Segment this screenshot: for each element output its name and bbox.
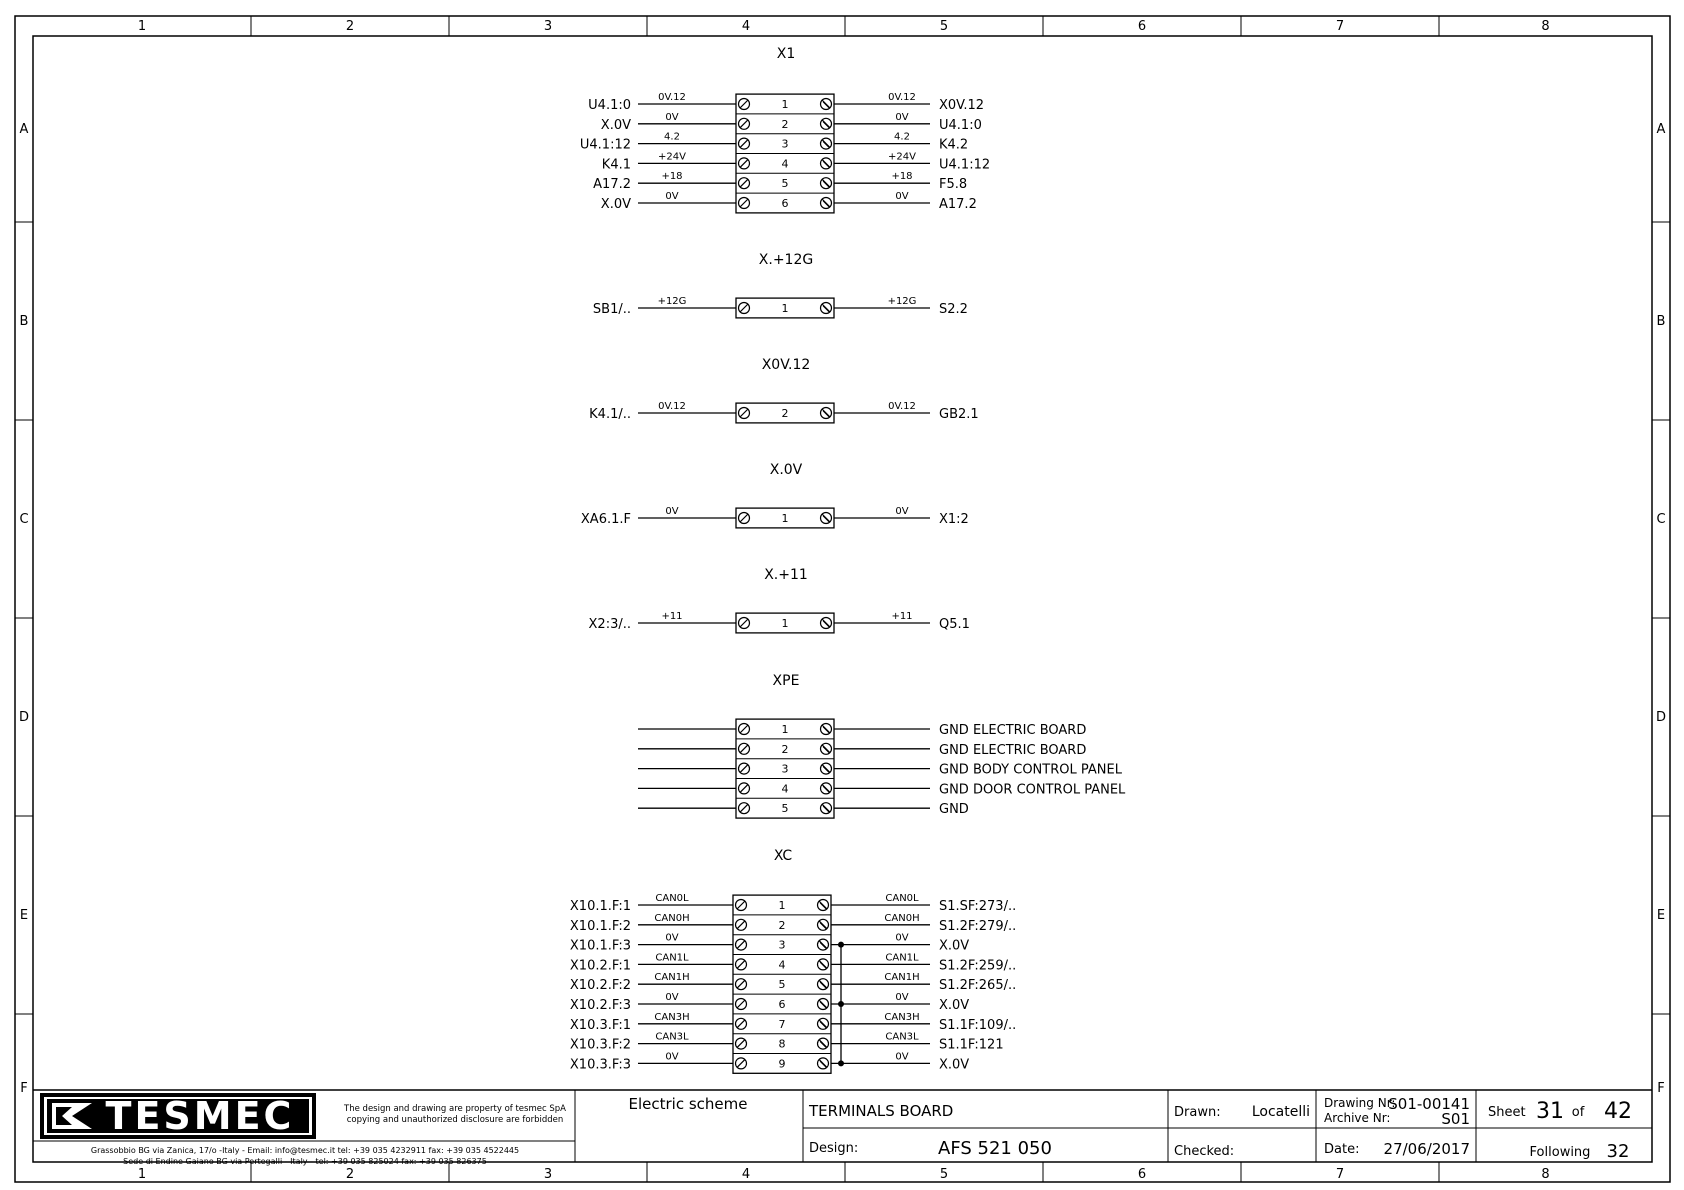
connection-right: GND BODY CONTROL PANEL bbox=[939, 762, 1122, 778]
connection-right: U4.1:0 bbox=[939, 117, 982, 133]
terminal-block-title: X1 bbox=[776, 46, 796, 62]
terminal-number: 2 bbox=[781, 742, 789, 756]
connection-left: X10.3.F:3 bbox=[569, 1057, 631, 1073]
screw-slot-icon bbox=[740, 725, 748, 733]
date-label: Date: bbox=[1324, 1142, 1360, 1157]
property-note-2: copying and unauthorized disclosure are forbidden bbox=[346, 1115, 564, 1125]
row-marker-left: A bbox=[19, 122, 29, 137]
connection-right: S1.2F:265/.. bbox=[939, 978, 1017, 994]
connection-left: A17.2 bbox=[593, 177, 631, 193]
screw-slot-icon bbox=[819, 960, 827, 968]
screw-slot-icon bbox=[820, 1022, 826, 1028]
screw-slot-icon bbox=[820, 943, 826, 949]
connection-left: K4.1/.. bbox=[589, 407, 631, 422]
screw-slot-icon bbox=[822, 784, 830, 792]
column-marker-bottom: 7 bbox=[1335, 1167, 1345, 1182]
terminal-number: 1 bbox=[781, 512, 789, 525]
screw-slot-icon bbox=[823, 747, 829, 753]
column-marker-bottom: 5 bbox=[939, 1167, 949, 1182]
column-marker-top: 5 bbox=[939, 19, 949, 34]
screw-slot-icon bbox=[823, 767, 829, 773]
connection-left: X10.3.F:2 bbox=[569, 1037, 631, 1053]
terminal-block-title: X.+11 bbox=[764, 567, 808, 583]
board-title: TERMINALS BOARD bbox=[809, 1102, 954, 1120]
connection-right: S1.2F:259/.. bbox=[939, 958, 1017, 974]
column-marker-bottom: 4 bbox=[741, 1167, 751, 1182]
of-label: of bbox=[1571, 1105, 1585, 1120]
column-marker-top: 4 bbox=[741, 19, 751, 34]
screw-slot-icon bbox=[737, 1059, 745, 1067]
terminal-block-title: XC bbox=[773, 848, 793, 864]
row-marker-right: E bbox=[1656, 908, 1666, 923]
screw-slot-icon bbox=[819, 1000, 827, 1008]
wire-label-left: 0V bbox=[665, 191, 679, 202]
connection-right: F5.8 bbox=[939, 177, 968, 193]
terminal-row bbox=[593, 171, 967, 192]
connection-right: X.0V bbox=[939, 938, 970, 954]
terminal-row bbox=[570, 952, 1016, 973]
wire-label-right: CAN3L bbox=[885, 1031, 919, 1043]
terminal-number: 3 bbox=[781, 137, 789, 151]
terminal-block bbox=[593, 252, 968, 318]
wire-label-left: +24V bbox=[658, 151, 686, 163]
screw-slot-icon bbox=[820, 982, 826, 988]
terminal-row bbox=[638, 723, 1086, 738]
connection-left: X10.1.F:2 bbox=[569, 918, 631, 934]
connection-left: X.0V bbox=[600, 117, 631, 133]
drawn-label: Drawn: bbox=[1174, 1105, 1221, 1120]
screw-slot-icon bbox=[737, 980, 745, 988]
terminal-number: 5 bbox=[781, 802, 789, 816]
screw-slot-icon bbox=[823, 786, 829, 792]
screw-slot-icon bbox=[819, 1040, 827, 1048]
wire-label-left: 0V bbox=[665, 932, 679, 944]
screw-slot-icon bbox=[740, 619, 748, 627]
wire-label-right: +18 bbox=[891, 171, 913, 183]
screw-slot-icon bbox=[822, 100, 830, 108]
screw-slot-icon bbox=[823, 727, 829, 733]
screw-slot-icon bbox=[740, 409, 748, 417]
row-marker-right: C bbox=[1656, 512, 1666, 527]
wire-label-left: +12G bbox=[657, 296, 687, 307]
column-marker-top: 8 bbox=[1541, 19, 1550, 34]
terminal-number: 6 bbox=[778, 998, 786, 1011]
screw-slot-icon bbox=[823, 122, 829, 128]
terminal-row bbox=[638, 779, 1126, 798]
screw-slot-icon bbox=[819, 941, 827, 949]
row-marker-right: A bbox=[1656, 122, 1666, 137]
screw-slot-icon bbox=[740, 140, 748, 148]
wire-label-right: CAN1H bbox=[884, 972, 920, 984]
connection-right: X0V.12 bbox=[939, 98, 985, 113]
wire-label-right: +24V bbox=[888, 151, 916, 163]
connection-right: GND bbox=[939, 802, 969, 818]
terminal-row bbox=[580, 132, 968, 153]
outer-frame bbox=[15, 16, 1670, 1182]
terminal-number: 1 bbox=[781, 617, 789, 630]
terminal-number: 5 bbox=[781, 177, 789, 191]
wire-label-left: 0V bbox=[665, 992, 679, 1003]
wire-label-left: +11 bbox=[661, 611, 683, 622]
connection-left: X10.2.F:1 bbox=[569, 958, 631, 974]
scheme-label: Electric scheme bbox=[628, 1095, 748, 1113]
connection-right: S1.1F:121 bbox=[939, 1037, 1004, 1053]
connection-right: U4.1:12 bbox=[939, 157, 991, 173]
junction-dot bbox=[838, 942, 844, 948]
terminal-row bbox=[570, 1032, 1004, 1053]
terminal-row bbox=[638, 759, 1123, 778]
terminal-row bbox=[589, 401, 979, 422]
connection-left: K4.1 bbox=[601, 157, 631, 173]
wire-label-right: 0V bbox=[895, 191, 909, 202]
address-line-1: Grassobbio BG via Zanica, 17/o -Italy - Email: info@tesmec.it tel: +39 035 4232911 fax: +39 035 4522445 bbox=[90, 1146, 520, 1155]
screw-slot-icon bbox=[823, 411, 829, 417]
screw-slot-icon bbox=[822, 725, 830, 733]
design-label: Design: bbox=[809, 1141, 859, 1156]
date-value: 27/06/2017 bbox=[1383, 1140, 1470, 1158]
checked-label: Checked: bbox=[1174, 1144, 1235, 1159]
wire-label-right: +12G bbox=[887, 296, 917, 307]
screw-slot-icon bbox=[819, 921, 827, 929]
terminal-row bbox=[570, 893, 1016, 914]
wire-label-left: CAN1L bbox=[655, 952, 689, 964]
screw-slot-icon bbox=[822, 514, 830, 522]
row-marker-left: B bbox=[19, 314, 29, 329]
terminal-blocks bbox=[570, 46, 1126, 1073]
screw-slot-icon bbox=[740, 804, 748, 812]
screw-slot-icon bbox=[823, 806, 829, 812]
following-label: Following bbox=[1529, 1145, 1591, 1160]
title-block bbox=[33, 1090, 1652, 1166]
terminal-number: 5 bbox=[778, 978, 786, 992]
terminal-block-title: X.+12G bbox=[758, 252, 814, 268]
row-marker-left: D bbox=[18, 710, 30, 725]
connection-left: U4.1:12 bbox=[579, 137, 631, 153]
wire-label-right: 0V bbox=[895, 992, 909, 1003]
terminal-number: 2 bbox=[781, 407, 789, 420]
connection-right: S1.2F:279/.. bbox=[939, 918, 1017, 934]
screw-slot-icon bbox=[822, 179, 830, 187]
wire-label-right: +11 bbox=[891, 611, 913, 622]
terminal-row bbox=[570, 972, 1016, 993]
terminal-number: 4 bbox=[781, 782, 789, 796]
screw-slot-icon bbox=[822, 765, 830, 773]
connection-left: X10.1.F:3 bbox=[569, 938, 631, 954]
screw-slot-icon bbox=[823, 516, 829, 522]
wire-label-left: 0V.12 bbox=[658, 401, 686, 412]
screw-slot-icon bbox=[820, 1042, 826, 1048]
wire-label-right: 4.2 bbox=[894, 131, 910, 143]
row-marker-left: F bbox=[20, 1081, 28, 1096]
terminal-number: 2 bbox=[781, 117, 789, 131]
connection-right: X.0V bbox=[939, 1057, 970, 1073]
connection-left: X2:3/.. bbox=[588, 617, 631, 632]
row-marker-right: D bbox=[1655, 710, 1667, 725]
screw-slot-icon bbox=[737, 901, 745, 909]
terminal-block-title: X.0V bbox=[769, 462, 803, 478]
screw-slot-icon bbox=[819, 1059, 827, 1067]
terminal-row bbox=[593, 296, 968, 317]
connection-right: S1.1F:109/.. bbox=[939, 1017, 1017, 1033]
connection-right: X1:2 bbox=[939, 512, 969, 527]
screw-slot-icon bbox=[823, 181, 829, 187]
connection-right: X.0V bbox=[939, 998, 970, 1013]
screw-slot-icon bbox=[740, 100, 748, 108]
wire-label-right: 0V.12 bbox=[888, 92, 916, 103]
terminal-number: 1 bbox=[781, 302, 789, 315]
connection-right: K4.2 bbox=[939, 137, 969, 153]
connection-right: Q5.1 bbox=[939, 617, 970, 632]
screw-slot-icon bbox=[820, 903, 826, 909]
column-marker-bottom: 1 bbox=[137, 1167, 147, 1182]
connection-right: A17.2 bbox=[939, 197, 977, 212]
screw-slot-icon bbox=[822, 409, 830, 417]
screw-slot-icon bbox=[737, 941, 745, 949]
screw-slot-icon bbox=[740, 179, 748, 187]
wire-label-right: 0V bbox=[895, 506, 909, 517]
screw-slot-icon bbox=[822, 804, 830, 812]
drawn-value: Locatelli bbox=[1251, 1104, 1310, 1120]
wire-label-right: CAN0L bbox=[885, 893, 919, 904]
terminal-number: 6 bbox=[781, 197, 789, 210]
connection-right: S2.2 bbox=[939, 302, 968, 317]
connection-right: GND ELECTRIC BOARD bbox=[939, 723, 1087, 738]
terminal-block-title: X0V.12 bbox=[761, 357, 811, 373]
screw-slot-icon bbox=[819, 901, 827, 909]
wire-label-right: CAN1L bbox=[885, 952, 919, 964]
terminal-block bbox=[581, 462, 969, 528]
screw-slot-icon bbox=[820, 923, 826, 929]
screw-slot-icon bbox=[823, 201, 829, 207]
terminal-row bbox=[570, 933, 969, 954]
column-marker-bottom: 8 bbox=[1541, 1167, 1550, 1182]
row-marker-left: C bbox=[19, 512, 29, 527]
column-marker-bottom: 6 bbox=[1137, 1167, 1147, 1182]
row-marker-right: F bbox=[1657, 1081, 1665, 1096]
sheet-number: 31 bbox=[1536, 1099, 1564, 1124]
column-marker-top: 6 bbox=[1137, 19, 1147, 34]
connection-left: X10.2.F:2 bbox=[569, 978, 631, 994]
terminal-number: 4 bbox=[778, 958, 786, 972]
connection-left: X.0V bbox=[600, 197, 631, 212]
screw-slot-icon bbox=[737, 1000, 745, 1008]
screw-slot-icon bbox=[823, 161, 829, 167]
screw-slot-icon bbox=[740, 120, 748, 128]
screw-slot-icon bbox=[819, 1020, 827, 1028]
connection-left: U4.1:0 bbox=[588, 98, 631, 113]
wire-label-left: 0V bbox=[665, 1051, 679, 1063]
row-marker-right: B bbox=[1656, 314, 1666, 329]
wire-label-left: CAN3L bbox=[655, 1031, 689, 1043]
terminal-row bbox=[601, 191, 977, 212]
wire-label-left: 4.2 bbox=[664, 131, 680, 143]
junction-dot bbox=[838, 1001, 844, 1007]
wire-label-left: CAN1H bbox=[654, 972, 690, 984]
terminal-block bbox=[570, 848, 1016, 1073]
terminal-block bbox=[638, 673, 1126, 818]
terminal-number: 9 bbox=[778, 1057, 786, 1071]
address-line-2: Sede di Endine Gaiano BG via Pertegalli - Italy - tel: +39 035 825024 fax: +39 035 826375 bbox=[123, 1157, 487, 1166]
wire-label-right: 0V bbox=[895, 1051, 909, 1063]
connection-right: GND DOOR CONTROL PANEL bbox=[939, 782, 1126, 798]
logo-wordmark: TESMEC bbox=[105, 1094, 295, 1138]
screw-slot-icon bbox=[822, 304, 830, 312]
screw-slot-icon bbox=[740, 745, 748, 753]
screw-slot-icon bbox=[822, 199, 830, 207]
archive-nr-label: Archive Nr: bbox=[1324, 1111, 1391, 1125]
property-note-1: The design and drawing are property of tesmec SpA bbox=[344, 1104, 566, 1114]
wire-label-left: CAN0L bbox=[655, 893, 689, 904]
wire-label-left: +18 bbox=[661, 171, 683, 183]
screw-slot-icon bbox=[740, 784, 748, 792]
row-marker-left: E bbox=[19, 908, 29, 923]
wire-label-right: CAN3H bbox=[884, 1011, 920, 1023]
sheet-label: Sheet bbox=[1488, 1105, 1526, 1120]
terminal-row bbox=[602, 151, 990, 172]
terminal-block-title: XPE bbox=[772, 673, 800, 689]
screw-slot-icon bbox=[740, 514, 748, 522]
terminal-row bbox=[570, 992, 969, 1013]
wire-label-left: 0V bbox=[665, 111, 679, 123]
terminal-row bbox=[589, 611, 970, 632]
screw-slot-icon bbox=[820, 1002, 826, 1008]
screw-slot-icon bbox=[740, 159, 748, 167]
total-sheets: 42 bbox=[1604, 1099, 1632, 1124]
connection-left: XA6.1.F bbox=[580, 512, 631, 527]
archive-nr-value: S01 bbox=[1441, 1110, 1470, 1128]
screw-slot-icon bbox=[737, 921, 745, 929]
screw-slot-icon bbox=[740, 304, 748, 312]
drawing-nr-value: S01-00141 bbox=[1388, 1095, 1470, 1113]
connection-left: X10.1.F:1 bbox=[569, 899, 631, 914]
screw-slot-icon bbox=[737, 1040, 745, 1048]
connection-left: X10.3.F:1 bbox=[569, 1017, 631, 1033]
drawing-nr-label: Drawing Nr: bbox=[1324, 1096, 1396, 1110]
wire-label-left: CAN3H bbox=[654, 1011, 690, 1023]
connection-right: S1.SF:273/.. bbox=[939, 899, 1017, 914]
screw-slot-icon bbox=[822, 159, 830, 167]
wire-label-right: 0V.12 bbox=[888, 401, 916, 412]
terminal-row bbox=[570, 1051, 969, 1072]
connection-left: SB1/.. bbox=[592, 302, 631, 317]
terminal-row bbox=[570, 1012, 1016, 1033]
screw-slot-icon bbox=[740, 199, 748, 207]
wire-label-right: CAN0H bbox=[884, 912, 920, 924]
connection-right: GB2.1 bbox=[939, 407, 979, 422]
terminal-row bbox=[601, 112, 982, 133]
terminal-row bbox=[638, 739, 1086, 758]
terminal-number: 1 bbox=[781, 98, 789, 111]
terminal-row bbox=[638, 798, 969, 817]
design-value: AFS 521 050 bbox=[938, 1138, 1052, 1159]
terminal-number: 4 bbox=[781, 157, 789, 171]
terminal-number: 3 bbox=[778, 938, 786, 952]
screw-slot-icon bbox=[737, 1020, 745, 1028]
terminal-number: 1 bbox=[781, 723, 789, 736]
column-marker-bottom: 3 bbox=[543, 1167, 553, 1182]
screw-slot-icon bbox=[823, 142, 829, 148]
screw-slot-icon bbox=[737, 960, 745, 968]
terminal-number: 3 bbox=[781, 762, 789, 776]
terminal-row bbox=[581, 506, 969, 527]
screw-slot-icon bbox=[822, 745, 830, 753]
screw-slot-icon bbox=[823, 306, 829, 312]
column-marker-top: 7 bbox=[1335, 19, 1345, 34]
terminal-block bbox=[589, 357, 979, 423]
terminal-number: 8 bbox=[778, 1037, 786, 1051]
terminal-number: 2 bbox=[778, 918, 786, 932]
inner-frame bbox=[33, 36, 1652, 1162]
connection-left: X10.2.F:3 bbox=[569, 998, 631, 1013]
terminal-block bbox=[589, 567, 970, 633]
wire-label-left: 0V.12 bbox=[658, 92, 686, 103]
column-marker-top: 3 bbox=[543, 19, 553, 34]
terminal-number: 1 bbox=[778, 899, 786, 912]
junction-dot bbox=[838, 1060, 844, 1066]
terminal-block bbox=[580, 46, 990, 213]
wire-label-left: CAN0H bbox=[654, 912, 690, 924]
screw-slot-icon bbox=[820, 1061, 826, 1067]
terminal-row bbox=[570, 913, 1016, 934]
screw-slot-icon bbox=[822, 140, 830, 148]
column-marker-top: 1 bbox=[137, 19, 147, 34]
screw-slot-icon bbox=[823, 102, 829, 108]
screw-slot-icon bbox=[822, 619, 830, 627]
tesmec-logo bbox=[40, 1093, 316, 1139]
screw-slot-icon bbox=[820, 962, 826, 968]
screw-slot-icon bbox=[823, 621, 829, 627]
following-sheet: 32 bbox=[1606, 1141, 1630, 1162]
wire-label-right: 0V bbox=[895, 111, 909, 123]
wire-label-right: 0V bbox=[895, 932, 909, 944]
column-marker-top: 2 bbox=[345, 19, 355, 34]
terminal-number: 7 bbox=[778, 1017, 786, 1031]
wire-label-left: 0V bbox=[665, 506, 679, 517]
screw-slot-icon bbox=[819, 980, 827, 988]
screw-slot-icon bbox=[822, 120, 830, 128]
screw-slot-icon bbox=[740, 765, 748, 773]
frame-grid bbox=[15, 16, 1670, 1182]
terminal-row bbox=[588, 92, 984, 113]
connection-right: GND ELECTRIC BOARD bbox=[939, 742, 1087, 758]
column-marker-bottom: 2 bbox=[345, 1167, 355, 1182]
